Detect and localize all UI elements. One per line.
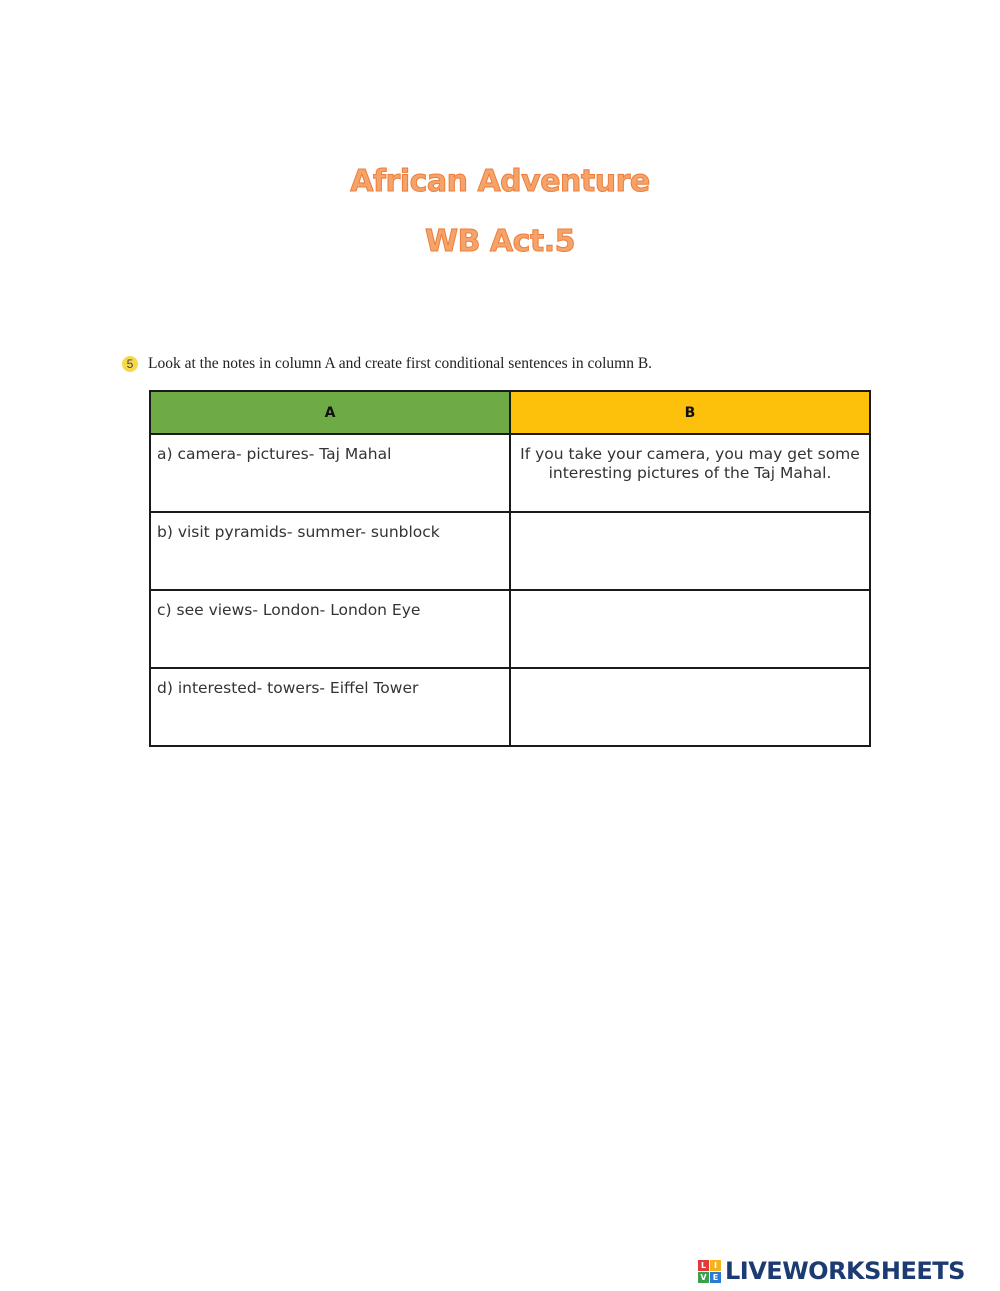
note-cell: b) visit pyramids- summer- sunblock — [150, 512, 510, 590]
logo-block: L — [698, 1260, 709, 1271]
exercise-table — [149, 390, 871, 747]
worksheet-subtitle: WB Act.5 — [424, 224, 575, 259]
exercise-instruction — [122, 353, 652, 375]
table-row — [150, 590, 870, 668]
exercise-number-badge: 5 — [122, 356, 138, 372]
column-a-header: A — [150, 391, 510, 434]
table-row — [150, 512, 870, 590]
logo-block: V — [698, 1272, 709, 1283]
logo-blocks-icon — [698, 1260, 721, 1283]
table-row — [150, 668, 870, 746]
logo-text: LIVEWORKSHEETS — [725, 1257, 965, 1285]
answer-input-cell[interactable] — [510, 590, 870, 668]
answer-input-cell[interactable] — [510, 512, 870, 590]
note-cell: c) see views- London- London Eye — [150, 590, 510, 668]
logo-block: E — [710, 1272, 721, 1283]
table-row — [150, 434, 870, 512]
answer-input-cell[interactable] — [510, 668, 870, 746]
logo-block: I — [710, 1260, 721, 1271]
note-cell: a) camera- pictures- Taj Mahal — [150, 434, 510, 512]
liveworksheets-logo — [698, 1256, 965, 1286]
note-cell: d) interested- towers- Eiffel Tower — [150, 668, 510, 746]
worksheet-title: African Adventure — [350, 164, 650, 199]
column-b-header: B — [510, 391, 870, 434]
instruction-text: Look at the notes in column A and create first conditional sentences in column B. — [148, 355, 653, 372]
answer-cell: If you take your camera, you may get some interesting pictures of the Taj Mahal. — [510, 434, 870, 512]
